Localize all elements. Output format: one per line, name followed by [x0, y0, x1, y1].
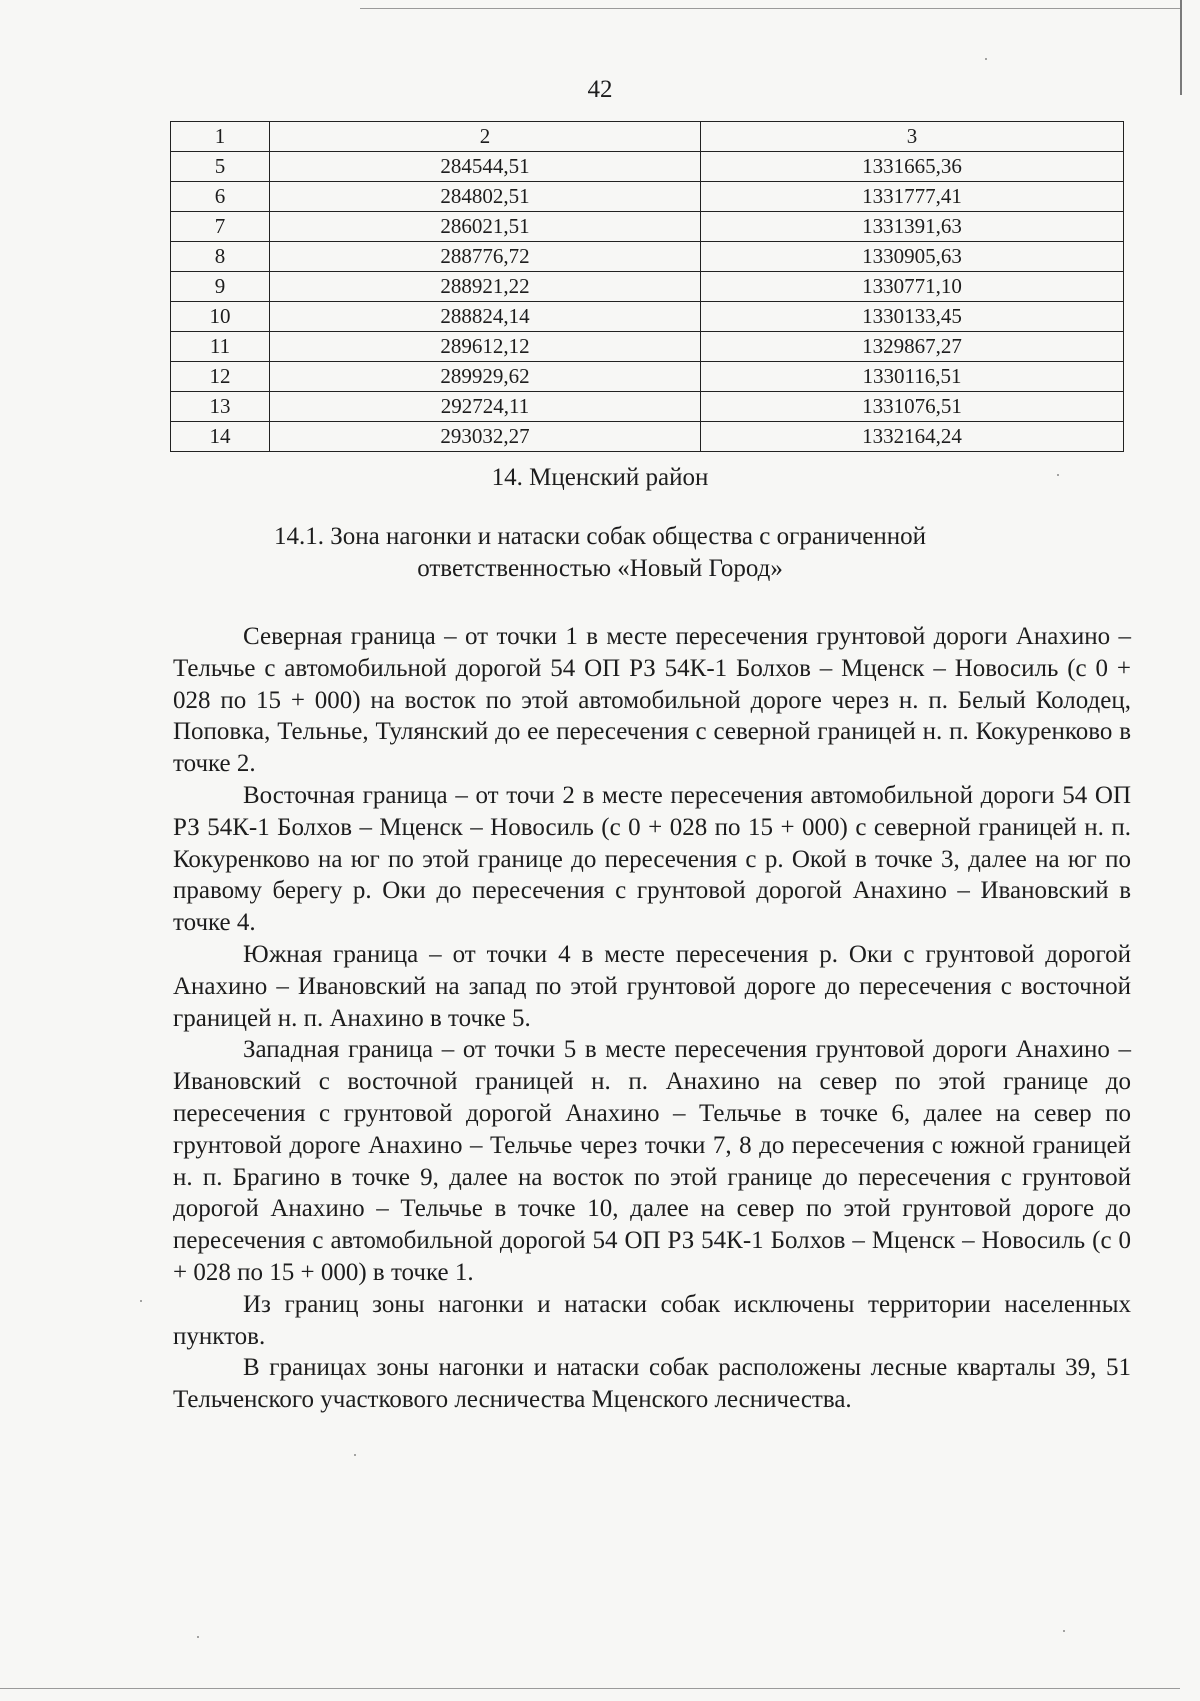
scan-speck [985, 58, 987, 60]
paragraph-forest-quarters: В границах зоны нагонки и натаски собак расположены лесные кварталы 39, 51 Тельченского участкового лесничества Мценского лесничества. [173, 1354, 1131, 1414]
paragraph-west-boundary: Западная граница – от точки 5 в месте пересечения грунтовой дороги Анахино – Ивановский с восточной границей н. п. Анахино на север по этой границе до пересечения с грунтовой дорогой Анахино – Тельчье в точке 6, далее на север по грунтовой дороге Анахино – Тельчье через точки 7, 8 до пересечения с южной границей н. п. Брагино в точке 9, далее на восток по этой границе до пересечения с грунтовой дорогой Анахино – Тельчье в точке 10, далее на север по этой грунтовой дороге до пересечения с автомобильной дорогой 54 ОП РЗ 54К-1 Болхов – Мценск – Новосиль (с 0 + 028 по 15 + 000) в точке 1. [173, 1036, 1131, 1286]
cell-point-number: 8 [171, 242, 270, 272]
cell-y-coordinate: 1331076,51 [701, 392, 1124, 422]
cell-x-coordinate: 284544,51 [270, 152, 701, 182]
cell-x-coordinate: 292724,11 [270, 392, 701, 422]
scan-top-edge-line [360, 8, 1180, 9]
cell-point-number: 12 [171, 362, 270, 392]
table-row [171, 212, 1124, 242]
cell-x-coordinate: 289612,12 [270, 332, 701, 362]
cell-point-number: 6 [171, 182, 270, 212]
table-row [171, 302, 1124, 332]
scan-bottom-edge-line [0, 1688, 1180, 1689]
cell-point-number: 11 [171, 332, 270, 362]
boundary-description [173, 621, 1131, 1416]
table-row [171, 332, 1124, 362]
cell-x-coordinate: 288776,72 [270, 242, 701, 272]
cell-point-number: 14 [171, 422, 270, 452]
page-number: 42 [587, 76, 613, 103]
table-row [171, 362, 1124, 392]
table-row [171, 392, 1124, 422]
cell-y-coordinate: 1330771,10 [701, 272, 1124, 302]
coordinates-table [170, 121, 1124, 452]
paragraph-south-boundary: Южная граница – от точки 4 в месте пересечения р. Оки с грунтовой дорогой Анахино – Ивановский на запад по этой грунтовой дороге до пересечения с восточной границей н. п. Анахино в точке 5. [173, 940, 1131, 1032]
header-cell-y: 3 [701, 122, 1124, 152]
scan-speck [197, 1636, 199, 1638]
scan-speck [140, 1300, 142, 1302]
scan-speck [354, 1454, 356, 1456]
header-cell-x: 2 [270, 122, 701, 152]
table-row [171, 272, 1124, 302]
scan-speck [1063, 1630, 1065, 1632]
zone-heading [0, 521, 1200, 585]
table-row [171, 182, 1124, 212]
cell-x-coordinate: 293032,27 [270, 422, 701, 452]
cell-x-coordinate: 284802,51 [270, 182, 701, 212]
table-row [171, 152, 1124, 182]
cell-y-coordinate: 1332164,24 [701, 422, 1124, 452]
cell-y-coordinate: 1331665,36 [701, 152, 1124, 182]
cell-y-coordinate: 1331777,41 [701, 182, 1124, 212]
cell-x-coordinate: 286021,51 [270, 212, 701, 242]
cell-point-number: 5 [171, 152, 270, 182]
paragraph-east-boundary: Восточная граница – от точи 2 в месте пересечения автомобильной дороги 54 ОП РЗ 54К-1 Болхов – Мценск – Новосиль (с 0 + 028 по 15 + 000) с северной границей н. п. Кокуренково на юг по этой границе до пересечения с р. Окой в точке 3, далее на юг по правому берегу р. Оки до пересечения с грунтовой дорогой Анахино – Ивановский в точке 4. [173, 781, 1131, 937]
cell-y-coordinate: 1331391,63 [701, 212, 1124, 242]
district-heading: 14. Мценский район [491, 464, 709, 491]
table-header-row [171, 122, 1124, 152]
zone-heading-line-2: ответственностью «Новый Город» [417, 555, 783, 582]
cell-y-coordinate: 1329867,27 [701, 332, 1124, 362]
header-cell-point: 1 [171, 122, 270, 152]
coordinates-table-body [171, 122, 1124, 452]
paragraph-exclusions: Из границ зоны нагонки и натаски собак исключены территории населенных пунктов. [173, 1290, 1131, 1350]
cell-point-number: 9 [171, 272, 270, 302]
cell-y-coordinate: 1330133,45 [701, 302, 1124, 332]
cell-point-number: 13 [171, 392, 270, 422]
zone-heading-line-1: 14.1. Зона нагонки и натаски собак общества с ограниченной [273, 523, 926, 550]
cell-y-coordinate: 1330116,51 [701, 362, 1124, 392]
cell-y-coordinate: 1330905,63 [701, 242, 1124, 272]
paragraph-north-boundary: Северная граница – от точки 1 в месте пересечения грунтовой дороги Анахино – Тельчье с автомобильной дорогой 54 ОП РЗ 54К-1 Болхов – Мценск – Новосиль (с 0 + 028 по 15 + 000) на восток по этой автомобильной дороге через н. п. Белый Колодец, Поповка, Тельнье, Тулянский до ее пересечения с северной границей н. п. Кокуренково в точке 2. [173, 623, 1131, 778]
cell-x-coordinate: 289929,62 [270, 362, 701, 392]
cell-x-coordinate: 288921,22 [270, 272, 701, 302]
table-row [171, 242, 1124, 272]
cell-point-number: 7 [171, 212, 270, 242]
cell-x-coordinate: 288824,14 [270, 302, 701, 332]
cell-point-number: 10 [171, 302, 270, 332]
table-row [171, 422, 1124, 452]
